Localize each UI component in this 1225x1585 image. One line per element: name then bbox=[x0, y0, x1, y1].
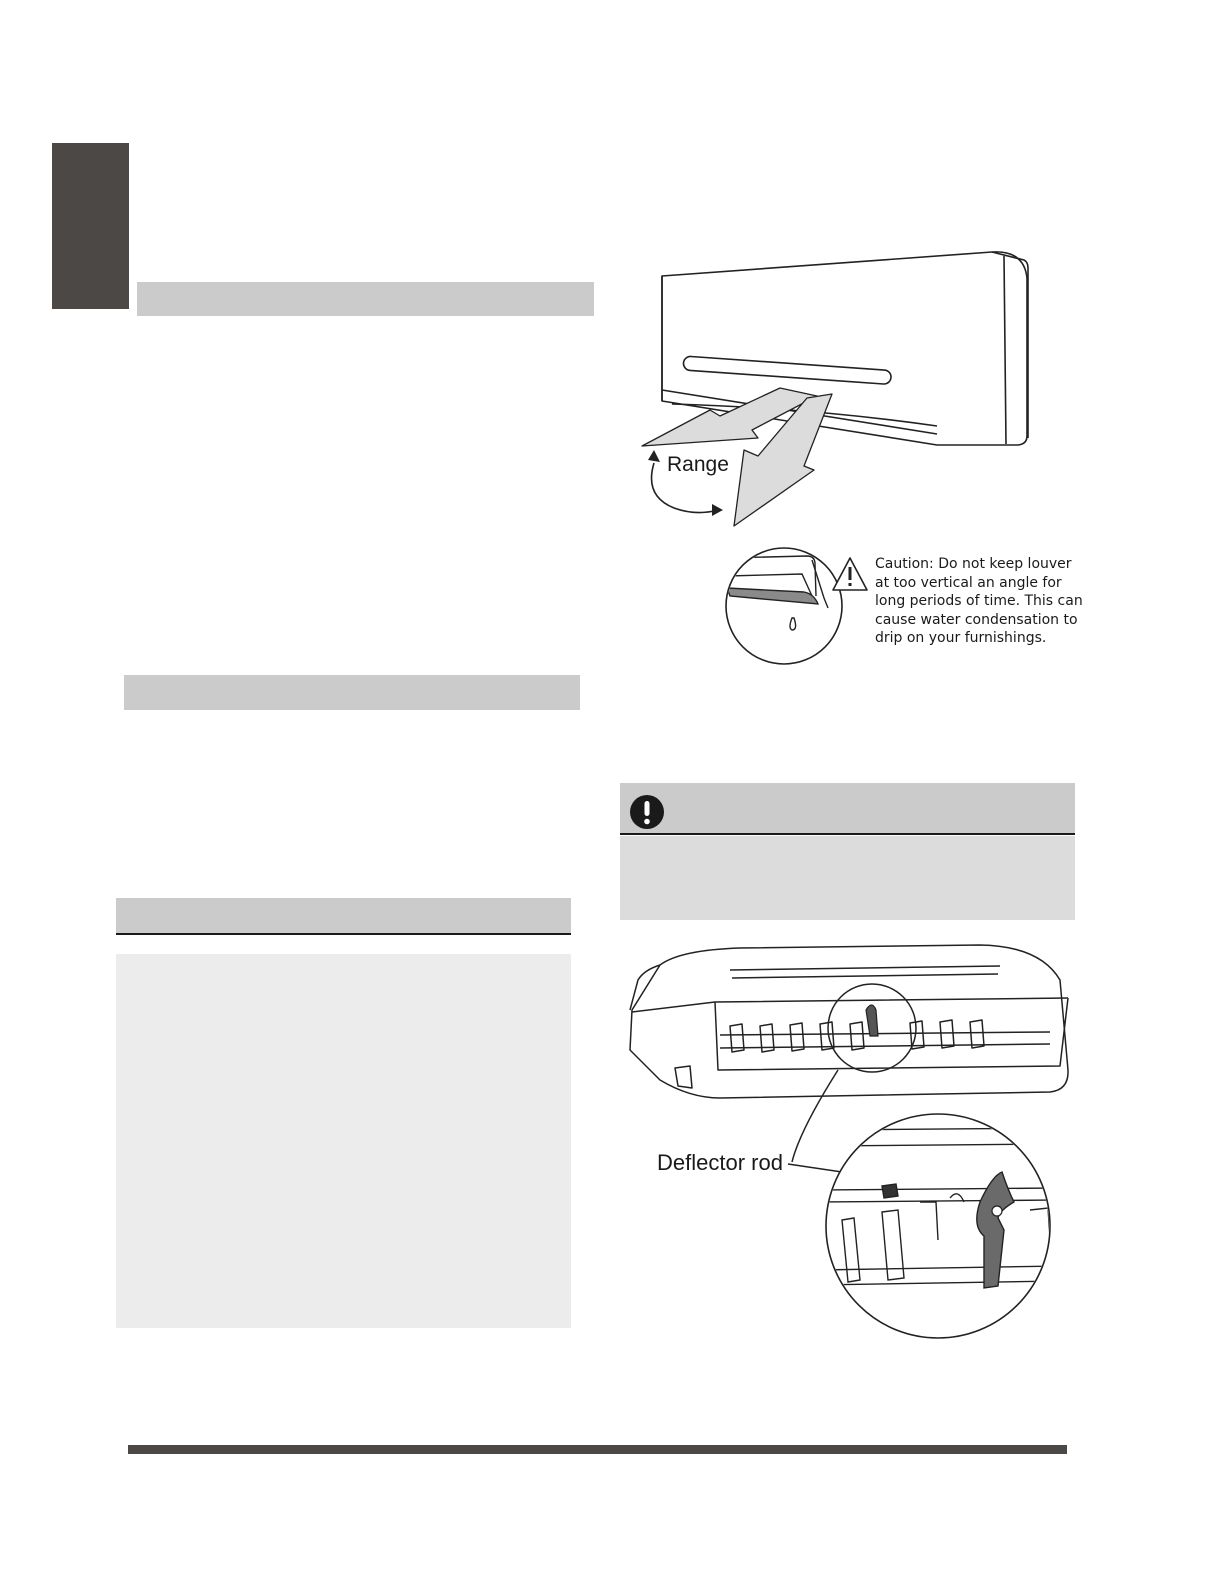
deflector-rod-label: Deflector rod bbox=[657, 1150, 783, 1175]
chapter-side-tab bbox=[52, 143, 129, 309]
section-header-bar-1 bbox=[137, 282, 594, 316]
note-panel bbox=[116, 954, 571, 1328]
footer-rule bbox=[128, 1445, 1067, 1454]
range-label: Range bbox=[667, 453, 729, 476]
notice-body bbox=[620, 836, 1075, 920]
section-header-bar-2 bbox=[124, 675, 580, 710]
exclamation-icon bbox=[629, 794, 665, 830]
caution-text: Caution: Do not keep louver at too vertical an angle for long periods of time. This can cause water condensation to drip on your furnishings. bbox=[875, 556, 1083, 646]
section-header-bar-3 bbox=[116, 898, 571, 935]
deflector-rod-figure bbox=[620, 940, 1090, 1340]
notice-header bbox=[620, 783, 1075, 835]
